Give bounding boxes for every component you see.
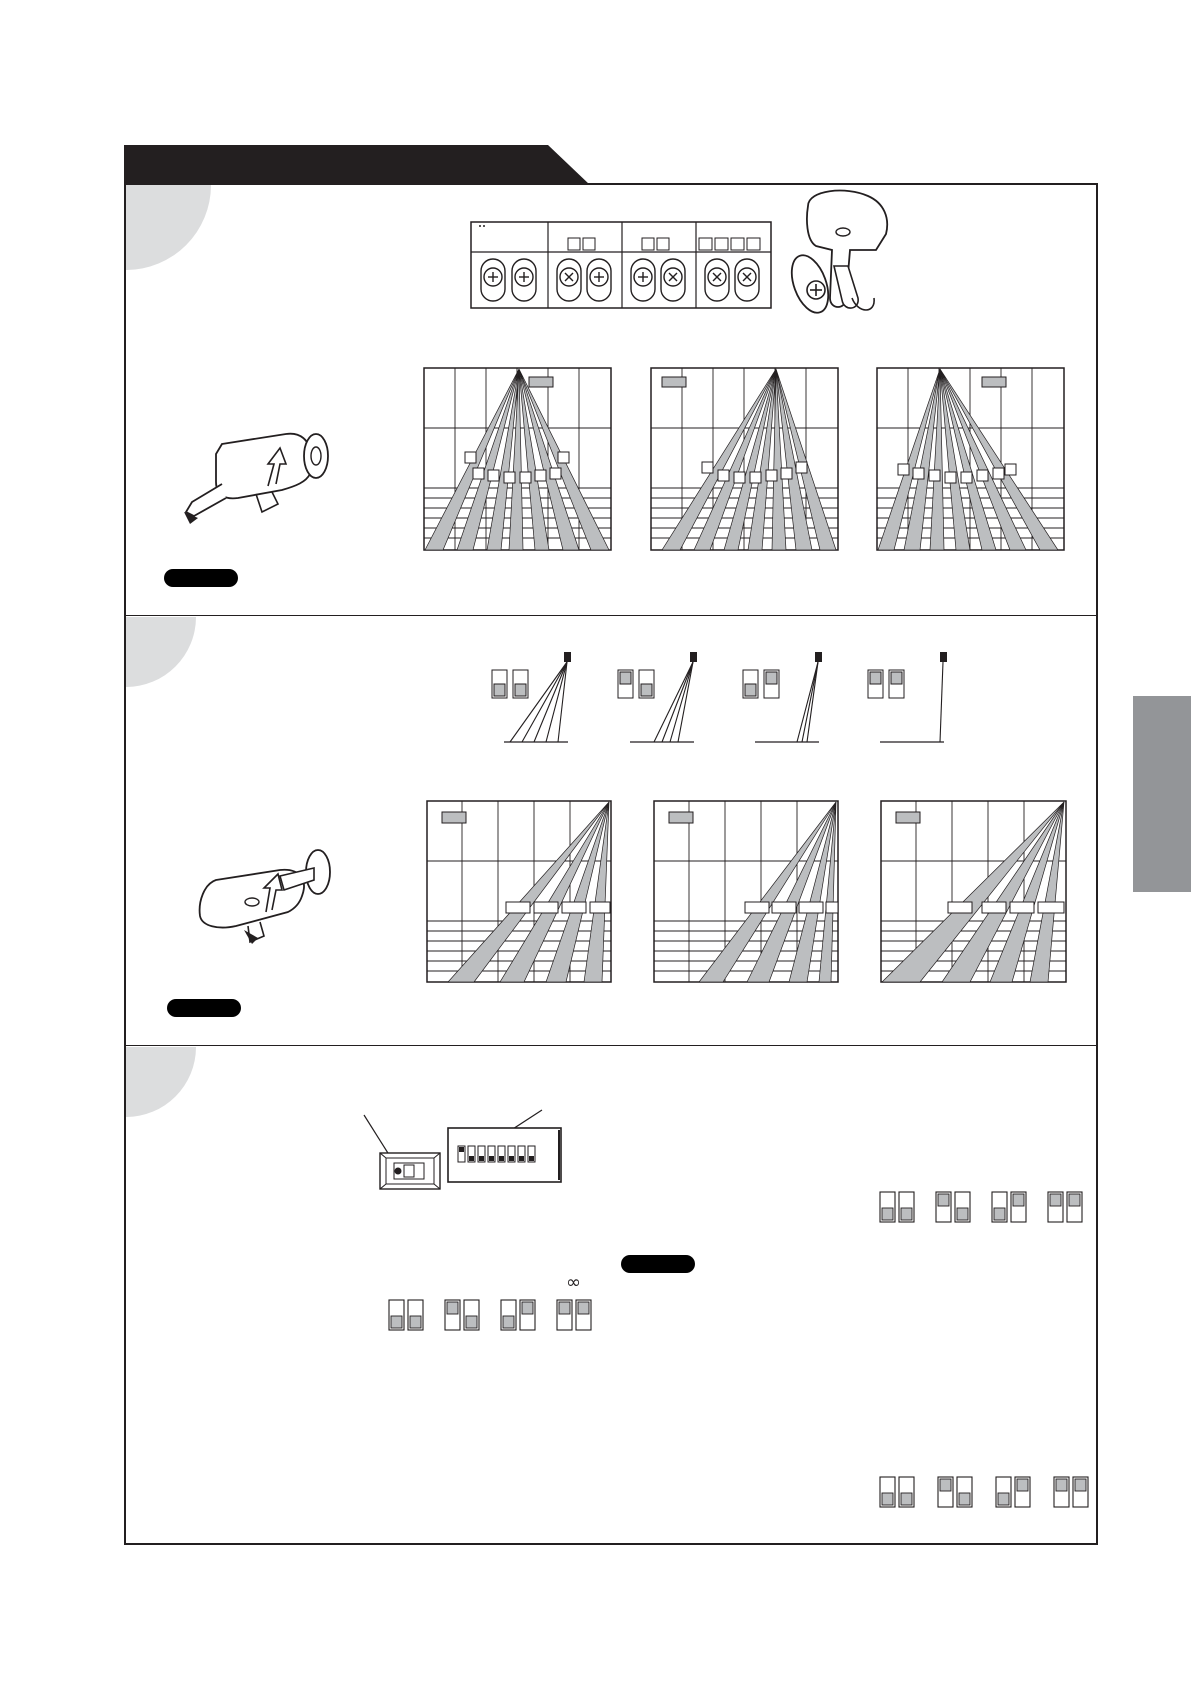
switch-fan-diagram-4 bbox=[862, 648, 954, 744]
infinity-symbol: ∞ bbox=[566, 1272, 581, 1293]
step-circle-3 bbox=[126, 1047, 211, 1132]
lens-key-tool-2 bbox=[196, 846, 341, 954]
section-divider-2 bbox=[124, 1045, 1098, 1046]
note-label-pill-2 bbox=[167, 999, 241, 1017]
fan-pattern-panel-2b bbox=[653, 800, 839, 983]
fan-pattern-panel-1a bbox=[423, 367, 612, 551]
note-label-pill-3 bbox=[621, 1255, 695, 1273]
section-divider-1 bbox=[124, 615, 1098, 616]
switch-pair-group-1 bbox=[878, 1190, 1084, 1226]
lens-key-tool-1 bbox=[178, 428, 333, 534]
fan-pattern-panel-1b bbox=[650, 367, 839, 551]
step-circle-1 bbox=[126, 185, 211, 270]
switch-pair-group-2 bbox=[387, 1298, 593, 1334]
dip-switch-bank bbox=[446, 1108, 564, 1184]
fan-pattern-panel-2c bbox=[880, 800, 1067, 983]
step-circle-2 bbox=[126, 617, 211, 702]
switch-fan-diagram-2 bbox=[612, 648, 704, 744]
note-label-pill-1 bbox=[164, 569, 238, 587]
header-bar bbox=[124, 145, 590, 185]
switch-fan-diagram-1 bbox=[486, 648, 578, 744]
switch-fan-diagram-3 bbox=[737, 648, 829, 744]
lens-screw-unit bbox=[788, 188, 892, 318]
switch-pair-group-3 bbox=[878, 1475, 1096, 1511]
side-index-tab bbox=[1133, 696, 1191, 892]
fan-pattern-panel-2a bbox=[426, 800, 612, 983]
terminal-block bbox=[470, 221, 772, 309]
slide-switch bbox=[360, 1113, 442, 1191]
fan-pattern-panel-1c bbox=[876, 367, 1065, 551]
